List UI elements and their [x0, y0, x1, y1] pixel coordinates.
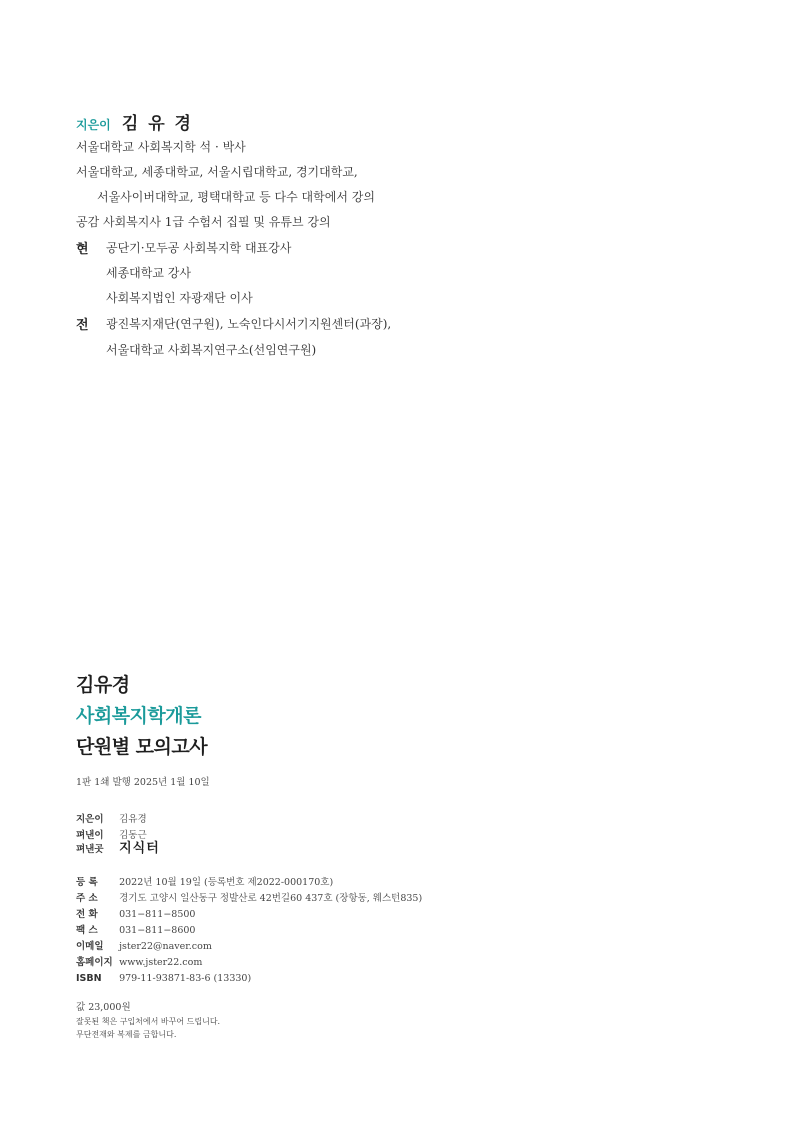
former-position-label: 전	[76, 318, 89, 333]
colophon-label: 지은이	[76, 814, 104, 825]
detail-value: 031−811−8500	[119, 909, 196, 920]
detail-label: 홈페이지	[76, 957, 113, 968]
price: 값 23,000원	[76, 1002, 131, 1013]
colophon-value: 김유경	[119, 814, 147, 825]
former-position: 서울대학교 사회복지연구소(선임연구원)	[106, 343, 317, 357]
edition-info: 1판 1쇄 발행 2025년 1월 10일	[76, 777, 210, 788]
bio-line: 공감 사회복지사 1급 수험서 집필 및 유튜브 강의	[76, 215, 331, 229]
author-heading	[76, 109, 193, 134]
bio-line: 서울대학교, 세종대학교, 서울시립대학교, 경기대학교,	[76, 165, 358, 179]
detail-value: 경기도 고양시 일산동구 정발산로 42번길60 437호 (장항동, 웨스턴835)	[119, 893, 423, 904]
detail-label: 이메일	[76, 941, 104, 952]
publisher-logo: 지식터	[119, 841, 160, 856]
book-series: 단원별 모의고사	[76, 736, 208, 758]
book-subject: 사회복지학개론	[76, 705, 201, 727]
author-name: 김 유 경	[121, 114, 193, 134]
author-label: 지은이	[76, 118, 111, 132]
detail-row	[76, 966, 251, 985]
bio-line: 서울대학교 사회복지학 석 · 박사	[76, 140, 246, 154]
detail-label: ISBN	[76, 973, 102, 984]
detail-value: www.jster22.com	[119, 957, 203, 968]
current-position: 세종대학교 강사	[106, 266, 191, 280]
former-position: 광진복지재단(연구원), 노숙인다시서기지원센터(과장),	[106, 317, 392, 331]
notice: 잘못된 책은 구입처에서 바꾸어 드립니다.	[76, 1017, 221, 1026]
current-position-label: 현	[76, 242, 89, 257]
notice: 무단전재와 복제를 금합니다.	[76, 1030, 177, 1039]
detail-value: 031−811−8600	[119, 925, 196, 936]
detail-label: 전 화	[76, 909, 98, 920]
detail-label: 주 소	[76, 893, 98, 904]
detail-value: jster22@naver.com	[119, 941, 212, 952]
book-author: 김유경	[76, 674, 130, 696]
detail-value: 979-11-93871-83-6 (13330)	[119, 973, 252, 984]
current-position: 공단기·모두공 사회복지학 대표강사	[106, 241, 292, 255]
colophon-imprint-row	[76, 837, 160, 856]
current-position: 사회복지법인 자광재단 이사	[106, 291, 253, 305]
colophon-label: 펴낸이	[76, 830, 104, 841]
bio-line: 서울사이버대학교, 평택대학교 등 다수 대학에서 강의	[97, 190, 375, 204]
colophon-label: 펴낸곳	[76, 844, 104, 855]
detail-label: 팩 스	[76, 925, 98, 936]
colophon-value: 김동근	[119, 830, 147, 841]
detail-label: 등 록	[76, 877, 98, 888]
detail-value: 2022년 10월 19일 (등록번호 제2022-000170호)	[119, 877, 334, 888]
